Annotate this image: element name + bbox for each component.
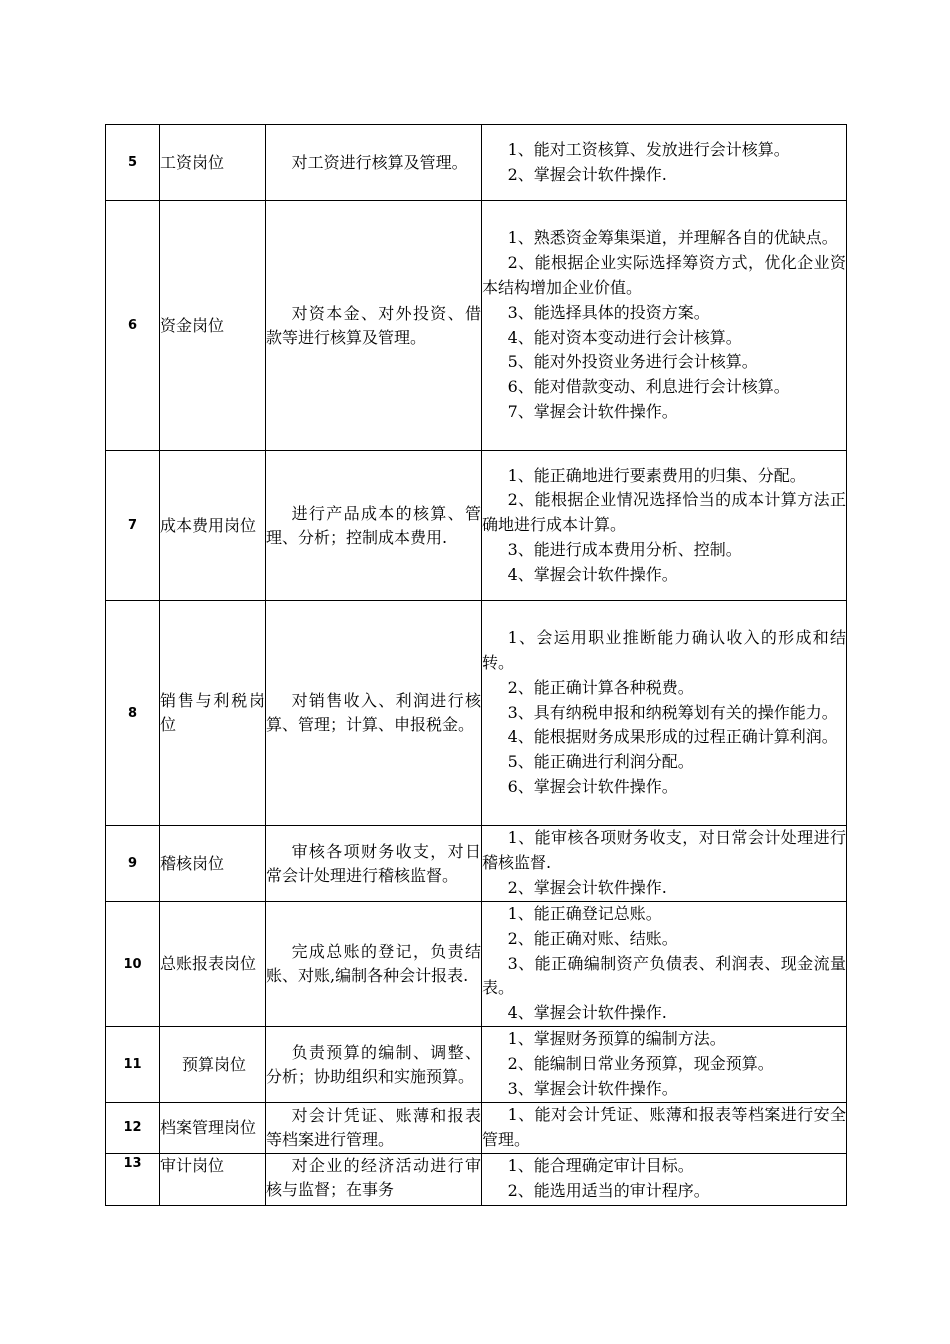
ability-list — [482, 1103, 847, 1154]
ability-list — [482, 125, 847, 201]
row-number: 5 — [106, 125, 160, 201]
duty-text: 对销售收入、利润进行核算、管理；计算、申报税金。 — [266, 691, 481, 734]
post-duty — [266, 1027, 482, 1103]
row-number: 8 — [106, 601, 160, 826]
post-name: 总账报表岗位 — [160, 902, 266, 1027]
table-row — [106, 826, 847, 902]
post-name: 成本费用岗位 — [160, 451, 266, 601]
ability-item: 2、能根据企业情况选择恰当的成本计算方法正确地进行成本计算。 — [482, 490, 846, 535]
table-row — [106, 125, 847, 201]
ability-item: 2、能正确计算各种税费。 — [507, 677, 694, 697]
ability-list — [482, 826, 847, 902]
ability-list — [482, 201, 847, 451]
ability-item: 1、能对工资核算、发放进行会计核算。 — [507, 139, 790, 159]
ability-item: 1、能正确登记总账。 — [507, 904, 662, 923]
post-name: 审计岗位 — [160, 1153, 266, 1205]
ability-item: 4、掌握会计软件操作. — [507, 1003, 667, 1023]
post-duty — [266, 902, 482, 1027]
ability-item: 6、掌握会计软件操作。 — [507, 776, 678, 796]
ability-item: 2、能根据企业实际选择筹资方式，优化企业资本结构增加企业价值。 — [482, 253, 846, 297]
ability-list — [482, 601, 847, 826]
post-name: 档案管理岗位 — [160, 1103, 266, 1154]
ability-list — [482, 1153, 847, 1205]
duty-text: 对会计凭证、账薄和报表等档案进行管理。 — [266, 1105, 481, 1149]
post-duty — [266, 1103, 482, 1154]
ability-item: 3、掌握会计软件操作。 — [507, 1078, 678, 1098]
ability-item: 5、能对外投资业务进行会计核算。 — [507, 352, 758, 372]
ability-item: 6、能对借款变动、利息进行会计核算。 — [507, 377, 790, 397]
duty-text: 对资本金、对外投资、借款等进行核算及管理。 — [266, 303, 481, 347]
post-name: 稽核岗位 — [160, 826, 266, 902]
ability-item: 1、掌握财务预算的编制方法。 — [507, 1029, 726, 1049]
table-row — [106, 201, 847, 451]
ability-item: 2、能编制日常业务预算，现金预算。 — [507, 1054, 774, 1074]
ability-item: 1、能合理确定审计目标。 — [507, 1156, 694, 1176]
post-name: 销售与利税岗位 — [160, 601, 266, 826]
table-row — [106, 1103, 847, 1154]
post-duty — [266, 1153, 482, 1205]
post-name: 工资岗位 — [160, 125, 266, 201]
table-row — [106, 451, 847, 601]
duty-text: 审核各项财务收支，对日常会计处理进行稽核监督。 — [266, 841, 481, 885]
ability-item: 1、会运用职业推断能力确认收入的形成和结转。 — [482, 628, 846, 672]
ability-item: 3、能正确编制资产负债表、利润表、现金流量表。 — [482, 953, 846, 998]
ability-item: 3、能进行成本费用分析、控制。 — [507, 539, 742, 559]
post-duty — [266, 601, 482, 826]
duty-text: 进行产品成本的核算、管理、分析；控制成本费用. — [266, 503, 481, 547]
ability-item: 1、能正确地进行要素费用的归集、分配。 — [507, 465, 806, 485]
row-number: 7 — [106, 451, 160, 601]
row-number: 10 — [106, 902, 160, 1027]
ability-item: 1、熟悉资金筹集渠道，并理解各自的优缺点。 — [507, 228, 838, 248]
duty-text: 对企业的经济活动进行审核与监督；在事务 — [266, 1155, 481, 1199]
post-name: 资金岗位 — [160, 201, 266, 451]
ability-item: 7、掌握会计软件操作。 — [507, 401, 678, 421]
ability-item: 4、掌握会计软件操作。 — [507, 564, 678, 584]
ability-list — [482, 902, 847, 1027]
ability-item: 1、能对会计凭证、账薄和报表等档案进行安全管理。 — [482, 1105, 846, 1149]
table-row — [106, 1153, 847, 1205]
row-number: 6 — [106, 201, 160, 451]
post-duty — [266, 826, 482, 902]
post-duty — [266, 201, 482, 451]
ability-item: 2、掌握会计软件操作. — [507, 164, 667, 184]
table-row — [106, 601, 847, 826]
ability-item: 2、能选用适当的审计程序。 — [507, 1181, 710, 1201]
ability-item: 4、能对资本变动进行会计核算。 — [507, 327, 742, 347]
post-duty — [266, 451, 482, 601]
ability-list — [482, 451, 847, 601]
row-number: 13 — [106, 1153, 160, 1205]
row-number: 11 — [106, 1027, 160, 1103]
table-row — [106, 902, 847, 1027]
post-duty — [266, 125, 482, 201]
row-number: 9 — [106, 826, 160, 902]
ability-item: 5、能正确进行利润分配。 — [507, 752, 694, 772]
job-position-table — [105, 124, 847, 1206]
ability-item: 4、能根据财务成果形成的过程正确计算利润。 — [507, 727, 838, 747]
ability-item: 2、能正确对账、结账。 — [507, 928, 678, 948]
duty-text: 对工资进行核算及管理。 — [291, 152, 468, 172]
ability-item: 1、能审核各项财务收支，对日常会计处理进行稽核监督. — [482, 828, 846, 873]
table-row — [106, 1027, 847, 1103]
ability-item: 2、掌握会计软件操作. — [507, 877, 667, 897]
post-name: 预算岗位 — [160, 1027, 266, 1103]
row-number: 12 — [106, 1103, 160, 1154]
ability-item: 3、具有纳税申报和纳税筹划有关的操作能力。 — [507, 702, 838, 722]
ability-list — [482, 1027, 847, 1103]
ability-item: 3、能选择具体的投资方案。 — [507, 302, 710, 322]
duty-text: 负责预算的编制、调整、分析；协助组织和实施预算。 — [266, 1042, 481, 1086]
duty-text: 完成总账的登记，负责结账、对账,编制各种会计报表. — [266, 942, 481, 985]
